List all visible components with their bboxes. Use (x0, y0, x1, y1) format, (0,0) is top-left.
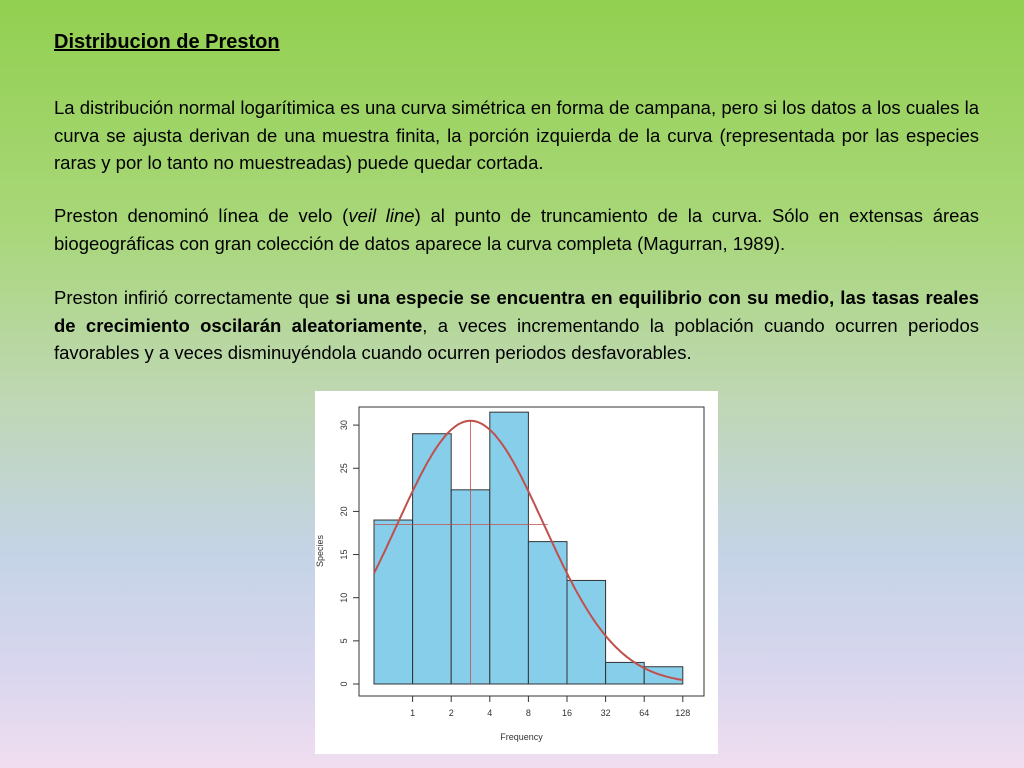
y-tick-label: 0 (339, 681, 349, 687)
x-tick-label: 2 (448, 708, 454, 718)
y-tick-label: 30 (339, 420, 349, 431)
page-title: Distribucion de Preston (54, 31, 280, 53)
x-tick-label: 128 (675, 708, 691, 718)
y-axis-title: Species (315, 534, 325, 568)
veil-line-term: veil line (348, 205, 415, 226)
preston-histogram-figure (315, 391, 718, 754)
paragraph-equilibrium-text-b: , a veces incrementando la población cuando ocurren periodos favorables y a veces disminuyéndola cuando ocurren periodos desfavorables. (54, 314, 979, 363)
y-tick-label: 25 (339, 463, 349, 474)
histogram-bar (413, 434, 452, 684)
y-tick-label: 10 (339, 592, 349, 603)
x-tick-label: 8 (525, 708, 531, 718)
paragraph-veil-line (54, 202, 979, 257)
y-tick-label: 20 (339, 506, 349, 517)
equilibrium-statement: si una especie se encuentra en equilibrio con su medio, las tasas reales de crecimiento oscilarán aleatoriamente (54, 287, 979, 336)
histogram-bar (567, 580, 606, 684)
x-tick-label: 16 (561, 708, 573, 718)
preston-histogram (315, 391, 718, 754)
paragraph-equilibrium (54, 284, 979, 367)
x-axis-title: Frequency (500, 732, 543, 742)
x-tick-label: 32 (600, 708, 611, 718)
x-tick-label: 64 (639, 708, 650, 718)
paragraph-equilibrium-text-a: Preston infirió correctamente que (54, 287, 336, 308)
y-tick-label: 15 (339, 549, 349, 560)
y-tick-label: 5 (339, 638, 349, 644)
x-tick-label: 4 (487, 708, 493, 718)
paragraph-veil-line-text-a: Preston denominó línea de velo ( (54, 205, 349, 226)
x-tick-label: 1 (410, 708, 416, 718)
paragraph-veil-line-text-b: ) al punto de truncamiento de la curva. Sólo en extensas áreas biogeográficas con gran colección de datos aparece la curva completa (Magurran, 1989). (54, 205, 979, 254)
histogram-bar (374, 520, 413, 684)
paragraph-lognormal: La distribución normal logarítimica es una curva simétrica en forma de campana, pero si los datos a los cuales la curva se ajusta derivan de una muestra finita, la porción izquierda de la curva (representada por las especies raras y por lo tanto no muestreadas) puede quedar cortada. (54, 97, 979, 173)
